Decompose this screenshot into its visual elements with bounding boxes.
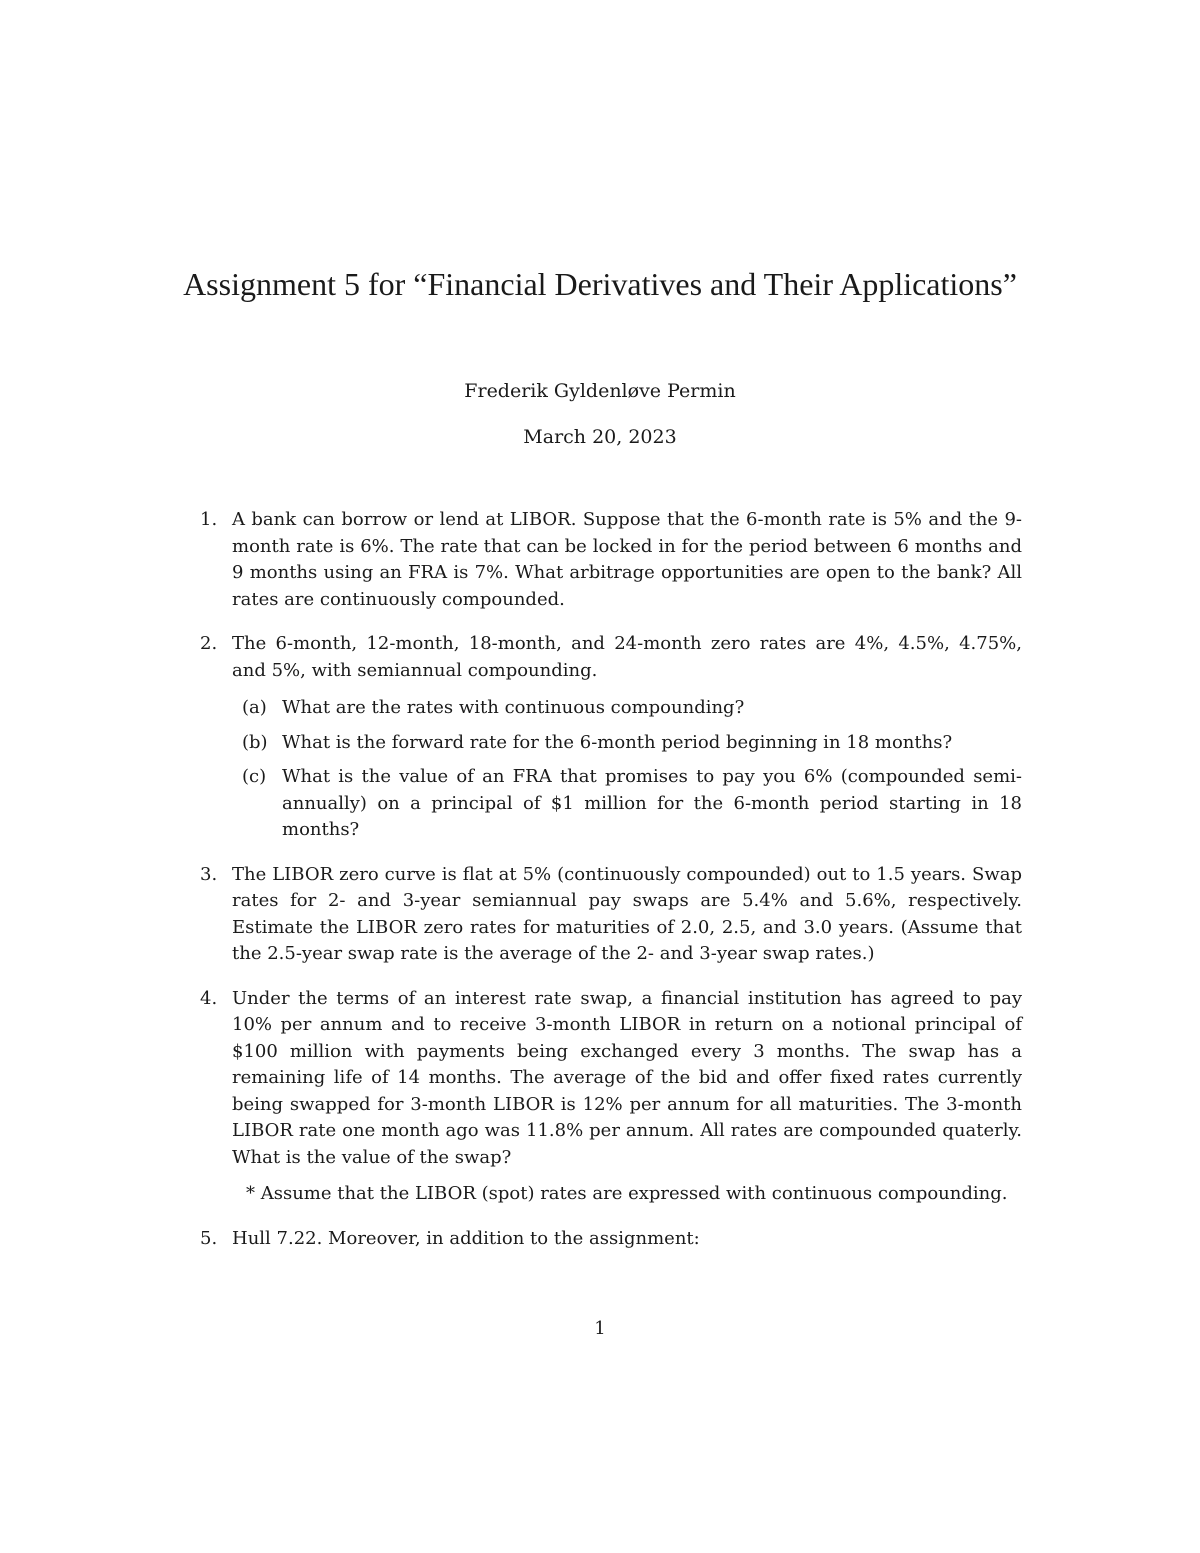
subpart-a <box>232 695 1022 722</box>
question-number: 1. <box>200 509 218 530</box>
question-note: * Assume that the LIBOR (spot) rates are expressed with continuous compounding. <box>246 1183 1008 1204</box>
question-text: Hull 7.22. Moreover, in addition to the assignment: <box>232 1227 700 1249</box>
question-number: 3. <box>200 863 218 885</box>
question-3 <box>200 862 1022 968</box>
title-text: Assignment 5 for “Financial Derivatives and Their Applications” <box>183 266 1017 302</box>
question-number: 5. <box>200 1227 218 1249</box>
question-list <box>200 507 1022 1252</box>
question-5 <box>200 1226 1022 1253</box>
page-number: 1 <box>594 1318 606 1339</box>
question-text: The LIBOR zero curve is flat at 5% (continuously compounded) out to 1.5 years. Swap rates for 2- and 3-year semiannual pay swaps are 5.4% and 5.6%, respectively. Estimate the LIBOR zero rates for maturities of 2.0, 2.5, and 3.0 years. (Assume that the 2.5-year swap rate is the average of the 2- and 3-year swap rates.) <box>232 863 1022 964</box>
subpart-text: What is the forward rate for the 6-month period beginning in 18 months? <box>282 731 953 753</box>
question-text: The 6-month, 12-month, 18-month, and 24-month zero rates are 4%, 4.5%, 4.75%, and 5%, with semiannual compounding. <box>232 633 1022 681</box>
question-1 <box>200 507 1022 613</box>
subpart-label: (c) <box>242 766 267 787</box>
question-number: 2. <box>200 633 218 654</box>
document-title <box>0 262 1200 306</box>
subpart-c <box>232 764 1022 844</box>
question-text: A bank can borrow or lend at LIBOR. Suppose that the 6-month rate is 5% and the 9-month rate is 6%. The rate that can be locked in for the period between 6 months and 9 months using an FRA is 7%. What arbitrage opportunities are open to the bank? All rates are continuously compounded. <box>232 509 1022 610</box>
question-4 <box>200 986 1022 1208</box>
subpart-b <box>232 730 1022 757</box>
question-2 <box>200 631 1022 844</box>
subpart-text: What are the rates with continuous compounding? <box>282 697 745 718</box>
question-text: Under the terms of an interest rate swap, a financial institution has agreed to pay 10% per annum and to receive 3-month LIBOR in return on a notional principal of $100 million with payments being exchanged every 3 months. The swap has a remaining life of 14 months. The average of the bid and offer fixed rates currently being swapped for 3-month LIBOR is 12% per annum for all maturities. The 3-month LIBOR rate one month ago was 11.8% per annum. All rates are compounded quaterly. What is the value of the swap? <box>232 987 1022 1168</box>
subpart-list <box>232 695 1022 844</box>
question-number: 4. <box>200 987 218 1009</box>
document-date: March 20, 2023 <box>523 426 677 448</box>
subpart-label: (a) <box>242 697 267 718</box>
subpart-text: What is the value of an FRA that promises to pay you 6% (compounded semi-annually) on a principal of $1 million for the 6-month period starting in 18 months? <box>282 766 1022 840</box>
subpart-label: (b) <box>242 731 268 753</box>
author-name: Frederik Gyldenløve Permin <box>464 380 736 402</box>
